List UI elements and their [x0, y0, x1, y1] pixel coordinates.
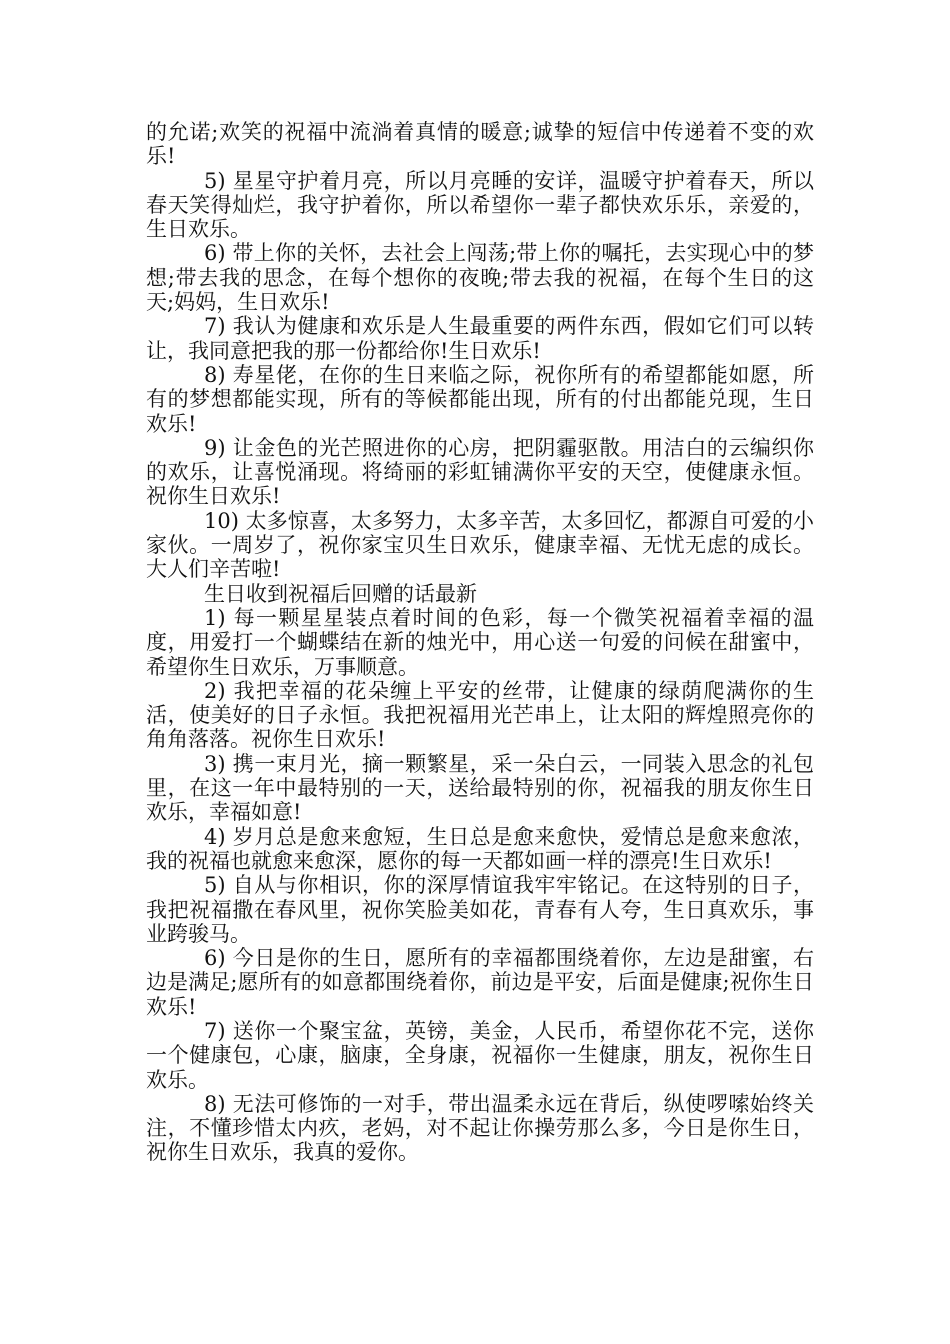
paragraph-reply-4: 4) 岁月总是愈来愈短，生日总是愈来愈快，爱情总是愈来愈浓，我的祝福也就愈来愈深，愿你的每一天都如画一样的漂亮!生日欢乐! [146, 824, 814, 873]
document-page [146, 120, 814, 1165]
paragraph-wish-9: 9) 让金色的光芒照进你的心房，把阴霾驱散。用洁白的云编织你的欢乐，让喜悦涌现。将绮丽的彩虹铺满你平安的天空，使健康永恒。祝你生日欢乐! [146, 435, 814, 509]
paragraph-wish-5: 5) 星星守护着月亮，所以月亮睡的安详，温暖守护着春天，所以春天笑得灿烂，我守护着你，所以希望你一辈子都快欢乐乐，亲爱的，生日欢乐。 [146, 168, 814, 242]
paragraph-reply-6: 6) 今日是你的生日，愿所有的幸福都围绕着你，左边是甜蜜，右边是满足;愿所有的如意都围绕着你，前边是平安，后面是健康;祝你生日欢乐! [146, 946, 814, 1019]
paragraph-reply-8: 8) 无法可修饰的一对手，带出温柔永远在背后，纵使啰嗦始终关注，不懂珍惜太内疚，老妈，对不起让你操劳那么多，今日是你生日，祝你生日欢乐，我真的爱你。 [146, 1091, 814, 1165]
paragraph-wish-8: 8) 寿星佬，在你的生日来临之际，祝你所有的希望都能如愿，所有的梦想都能实现，所有的等候都能出现，所有的付出都能兑现，生日欢乐! [146, 362, 814, 436]
paragraph-wish-10: 10) 太多惊喜，太多努力，太多辛苦，太多回忆，都源自可爱的小家伙。一周岁了，祝你家宝贝生日欢乐，健康幸福、无忧无虑的成长。大人们辛苦啦! [146, 508, 814, 582]
paragraph-reply-2: 2) 我把幸福的花朵缠上平安的丝带，让健康的绿荫爬满你的生活，使美好的日子永恒。我把祝福用光芒串上，让太阳的辉煌照亮你的角角落落。祝你生日欢乐! [146, 678, 814, 752]
section-heading: 生日收到祝福后回赠的话最新 [204, 581, 477, 606]
paragraph-reply-5: 5) 自从与你相识，你的深厚情谊我牢牢铭记。在这特别的日子，我把祝福撒在春风里，祝你笑脸美如花，青春有人夸，生日真欢乐，事业跨骏马。 [146, 873, 814, 946]
paragraph-wish-7: 7) 我认为健康和欢乐是人生最重要的两件东西，假如它们可以转让，我同意把我的那一份都给你!生日欢乐! [146, 314, 814, 363]
paragraph-reply-1: 1) 每一颗星星装点着时间的色彩，每一个微笑祝福着幸福的温度，用爱打一个蝴蝶结在新的烛光中，用心送一句爱的问候在甜蜜中，希望你生日欢乐，万事顺意。 [146, 605, 814, 679]
paragraph-reply-7: 7) 送你一个聚宝盆，英镑，美金，人民币，希望你花不完，送你一个健康包，心康，脑康，全身康，祝福你一生健康，朋友，祝你生日欢乐。 [146, 1018, 814, 1092]
paragraph-reply-3: 3) 携一束月光，摘一颗繁星，采一朵白云，一同装入思念的礼包里，在这一年中最特别的一天，送给最特别的你，祝福我的朋友你生日欢乐，幸福如意! [146, 751, 814, 825]
paragraph-continued: 的允诺;欢笑的祝福中流淌着真情的暖意;诚挚的短信中传递着不变的欢乐! [146, 120, 814, 169]
paragraph-wish-6: 6) 带上你的关怀，去社会上闯荡;带上你的嘱托，去实现心中的梦想;带去我的思念，在每个想你的夜晚;带去我的祝福，在每个生日的这天;妈妈，生日欢乐! [146, 241, 814, 315]
